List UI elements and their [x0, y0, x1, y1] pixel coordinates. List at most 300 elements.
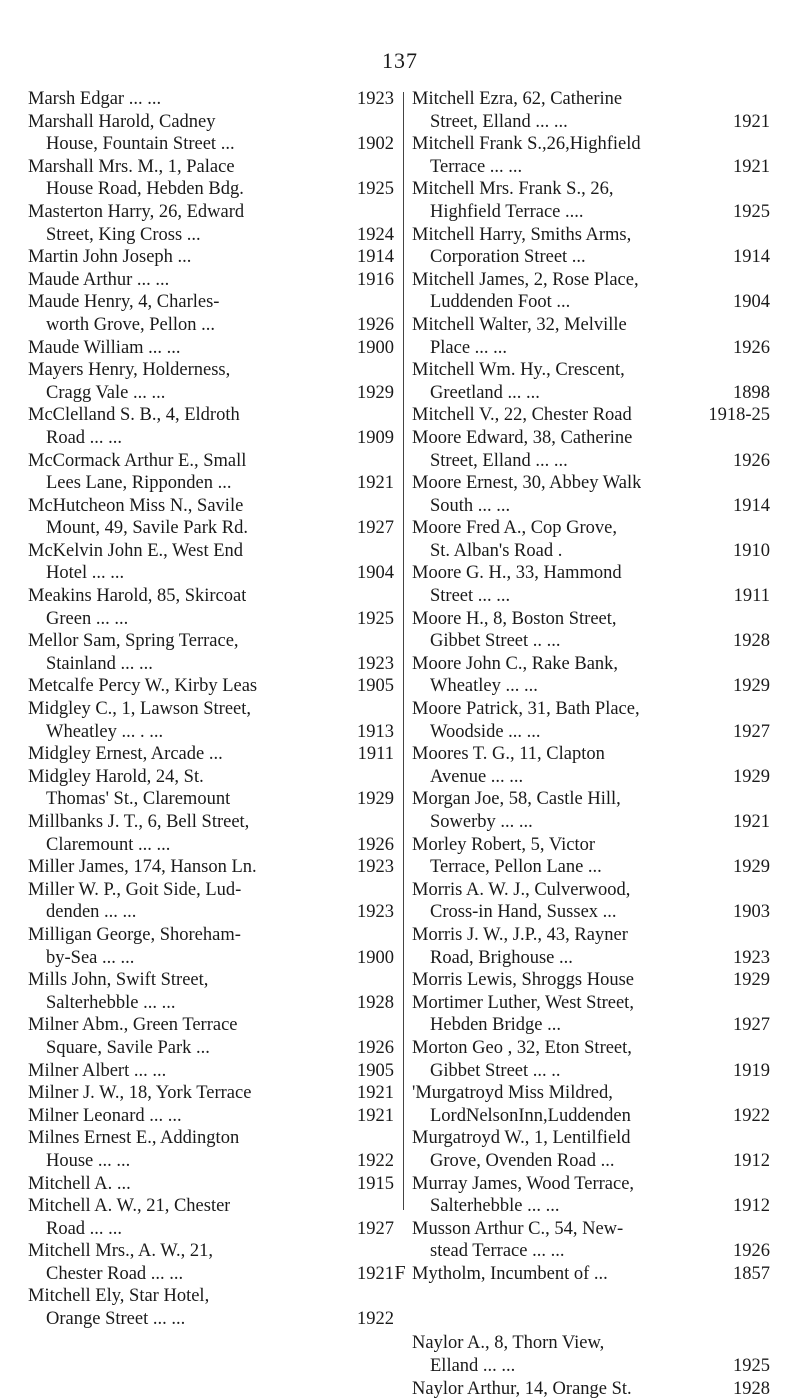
- directory-entry: [412, 472, 770, 517]
- entry-continuation-line: [28, 178, 394, 201]
- entry-text: Terrace ... ...: [430, 156, 523, 177]
- entry-name-line: [412, 178, 770, 201]
- entry-text: Midgley Harold, 24, St.: [28, 766, 204, 787]
- entry-continuation-line: [28, 788, 394, 811]
- entry-year: 1927: [733, 721, 770, 742]
- entry-name-line: [28, 924, 394, 947]
- entry-text: Marshall Mrs. M., 1, Palace: [28, 156, 235, 177]
- entry-continuation-line: [412, 585, 770, 608]
- entry-text: Woodside ... ...: [430, 721, 541, 742]
- entry-continuation-line: [412, 1355, 770, 1378]
- entry-year: 1923: [357, 857, 394, 878]
- directory-entry: [28, 1127, 394, 1172]
- entry-text: Thomas' St., Claremount: [46, 789, 231, 810]
- right-column: [412, 88, 770, 1400]
- entry-continuation-line: [412, 1014, 770, 1037]
- entry-name-line: [412, 269, 770, 292]
- entry-text: House Road, Hebden Bdg.: [46, 179, 244, 200]
- directory-entry: [28, 450, 394, 495]
- entry-continuation-line: [412, 1240, 770, 1263]
- entry-year: 1921: [357, 1105, 394, 1126]
- entry-year: 1912: [733, 1196, 770, 1217]
- entry-continuation-line: [28, 472, 394, 495]
- entry-text: Luddenden Foot ...: [430, 292, 571, 313]
- entry-year: 1925: [357, 179, 394, 200]
- entry-text: Sowerby ... ...: [430, 812, 533, 832]
- entry-year: 1925: [733, 1356, 770, 1377]
- entry-continuation-line: [412, 246, 770, 269]
- directory-entry: [412, 427, 770, 472]
- entry-text: Mellor Sam, Spring Terrace,: [28, 631, 239, 652]
- entry-continuation-line: [28, 1218, 394, 1241]
- entry-text: Miller W. P., Goit Side, Lud-: [28, 879, 242, 900]
- entry-text: McHutcheon Miss N., Savile: [28, 495, 244, 516]
- entry-text: Millbanks J. T., 6, Bell Street,: [28, 812, 250, 832]
- entry-name-line: [28, 201, 394, 224]
- directory-entry: [412, 1173, 770, 1218]
- entry-name-line: [28, 450, 394, 473]
- entry-text: McKelvin John E., West End: [28, 540, 244, 561]
- entry-name-line: [28, 246, 394, 269]
- entry-year: 1919: [733, 1060, 770, 1081]
- entry-name-line: [28, 879, 394, 902]
- entry-continuation-line: [412, 450, 770, 473]
- entry-text: denden ... ...: [46, 902, 137, 923]
- entry-text: Morgan Joe, 58, Castle Hill,: [412, 789, 621, 810]
- entry-continuation-line: [412, 201, 770, 224]
- entry-text: Avenue ... ...: [430, 766, 524, 787]
- directory-entry: [28, 1060, 394, 1083]
- directory-entry: [412, 969, 770, 992]
- entry-continuation-line: [412, 947, 770, 970]
- entry-text: Masterton Harry, 26, Edward: [28, 201, 245, 222]
- entry-continuation-line: [412, 1195, 770, 1218]
- entry-year: 1923: [733, 947, 770, 968]
- entry-text: Wheatley ... ...: [430, 676, 538, 697]
- entry-text: Mitchell Walter, 32, Melville: [412, 314, 627, 335]
- entry-year: 1898: [733, 382, 770, 403]
- entry-text: McCormack Arthur E., Small: [28, 450, 247, 471]
- entry-year: 1904: [357, 563, 394, 584]
- entry-name-line: [412, 969, 770, 992]
- directory-entry: [28, 359, 394, 404]
- entry-year: 1928: [733, 1378, 770, 1399]
- entry-continuation-line: [412, 901, 770, 924]
- entry-name-line: [28, 766, 394, 789]
- entry-text: Square, Savile Park ...: [46, 1037, 210, 1058]
- entry-continuation-line: [412, 1060, 770, 1083]
- entry-text: Musson Arthur C., 54, New-: [412, 1218, 624, 1239]
- entry-year: 1913: [357, 721, 394, 742]
- entry-name-line: [28, 540, 394, 563]
- entry-name-line: [28, 630, 394, 653]
- entry-text: Marsh Edgar ... ...: [28, 89, 162, 109]
- entry-year: 1929: [733, 676, 770, 697]
- entry-text: Salterhebble ... ...: [46, 992, 176, 1013]
- entry-continuation-line: [412, 540, 770, 563]
- entry-text: Mytholm, Incumbent of ...: [412, 1263, 608, 1284]
- entry-text: Maude Henry, 4, Charles-: [28, 292, 220, 313]
- entry-continuation-line: [28, 901, 394, 924]
- entry-continuation-line: [28, 1308, 394, 1331]
- entry-name-line: [28, 1127, 394, 1150]
- directory-entry: [412, 992, 770, 1037]
- entry-name-line: [412, 743, 770, 766]
- entry-name-line: [28, 1060, 394, 1083]
- entry-text: Mortimer Luther, West Street,: [412, 992, 634, 1013]
- entry-name-line: [28, 1014, 394, 1037]
- entry-name-line: [412, 1082, 770, 1105]
- entry-continuation-line: [28, 608, 394, 631]
- entry-name-line: [412, 698, 770, 721]
- entry-name-line: [412, 517, 770, 540]
- entry-text: Maude Arthur ... ...: [28, 269, 170, 290]
- directory-entry: [28, 743, 394, 766]
- entry-name-line: [28, 1082, 394, 1105]
- entry-name-line: [412, 1127, 770, 1150]
- directory-entry: [412, 743, 770, 788]
- entry-year: 1923: [357, 89, 394, 109]
- directory-entry: [412, 1082, 770, 1127]
- entry-year: 1929: [357, 382, 394, 403]
- entry-continuation-line: [28, 224, 394, 247]
- directory-entry: [412, 698, 770, 743]
- entry-name-line: [28, 969, 394, 992]
- directory-entry: [412, 879, 770, 924]
- entry-continuation-line: [412, 1105, 770, 1128]
- entry-name-line: [412, 1378, 770, 1400]
- entry-year: 1928: [733, 631, 770, 652]
- directory-entry: [412, 359, 770, 404]
- column-divider: [403, 92, 404, 1210]
- entry-year: 1914: [733, 495, 770, 516]
- directory-entry: [412, 224, 770, 269]
- entry-year: 1915: [357, 1173, 394, 1194]
- directory-entry: [28, 291, 394, 336]
- entry-name-line: [412, 1218, 770, 1241]
- directory-entry: [28, 924, 394, 969]
- entry-year: 1926: [357, 1037, 394, 1058]
- entry-name-line: [412, 472, 770, 495]
- directory-entry: [28, 969, 394, 1014]
- entry-name-line: [28, 404, 394, 427]
- entry-year: 1928: [357, 992, 394, 1013]
- entry-text: Claremount ... ...: [46, 834, 171, 855]
- entry-name-line: [28, 1195, 394, 1218]
- entry-year: 1914: [733, 247, 770, 268]
- directory-entry: [412, 562, 770, 607]
- entry-year: 1900: [357, 947, 394, 968]
- entry-text: Mitchell A. W., 21, Chester: [28, 1196, 231, 1217]
- entry-text: Cragg Vale ... ...: [46, 382, 166, 403]
- entry-year: 1922: [357, 1150, 394, 1171]
- entry-name-line: [28, 698, 394, 721]
- entry-text: Mitchell James, 2, Rose Place,: [412, 269, 639, 290]
- entry-text: Moore G. H., 33, Hammond: [412, 563, 622, 584]
- entry-year: 1903: [733, 902, 770, 923]
- entry-text: LordNelsonInn,Luddenden: [430, 1105, 631, 1126]
- directory-entry: [412, 653, 770, 698]
- entry-year: 1927: [357, 1218, 394, 1239]
- directory-entry: [28, 1195, 394, 1240]
- entry-text: Street, Elland ... ...: [430, 111, 568, 132]
- directory-entry: [28, 1285, 394, 1330]
- entry-year: 1929: [733, 970, 770, 991]
- entry-continuation-line: [412, 156, 770, 179]
- entry-text: Road, Brighouse ...: [430, 947, 573, 968]
- entry-continuation-line: [412, 630, 770, 653]
- directory-entry: [28, 630, 394, 675]
- directory-entry: [412, 608, 770, 653]
- entry-text: Orange Street ... ...: [46, 1309, 186, 1330]
- directory-entry: [412, 133, 770, 178]
- entry-text: Morley Robert, 5, Victor: [412, 834, 596, 855]
- entry-name-line: [412, 924, 770, 947]
- entry-year: 1921: [357, 1263, 394, 1284]
- entry-text: St. Alban's Road .: [430, 540, 563, 561]
- entry-name-line: [412, 1173, 770, 1196]
- entry-year: 1921: [357, 1083, 394, 1104]
- entry-name-line: [28, 269, 394, 292]
- entry-name-line: [412, 1332, 770, 1355]
- directory-entry: [28, 156, 394, 201]
- entry-year: 1929: [733, 766, 770, 787]
- entry-text: Morris Lewis, Shroggs House: [412, 970, 634, 991]
- entry-year: 1921: [733, 812, 770, 832]
- entry-text: Milner Albert ... ...: [28, 1060, 167, 1081]
- entry-text: Moore H., 8, Boston Street,: [412, 608, 617, 629]
- entry-year: 1924: [357, 224, 394, 245]
- entry-text: Street ... ...: [430, 586, 511, 607]
- entry-year: 1900: [357, 337, 394, 358]
- entry-continuation-line: [28, 314, 394, 337]
- entry-text: Street, King Cross ...: [46, 224, 201, 245]
- entry-name-line: [412, 427, 770, 450]
- entry-text: Road ... ...: [46, 1218, 123, 1239]
- entry-continuation-line: [28, 562, 394, 585]
- entry-text: Midgley C., 1, Lawson Street,: [28, 699, 252, 720]
- entry-name-line: [28, 675, 394, 698]
- directory-entry: [412, 1332, 770, 1377]
- entry-text: Metcalfe Percy W., Kirby Leas: [28, 676, 258, 697]
- entry-year: 1929: [733, 857, 770, 878]
- entry-year: 1918-25: [708, 405, 770, 426]
- entry-continuation-line: [412, 111, 770, 134]
- directory-entry: [412, 1127, 770, 1172]
- entry-text: House ... ...: [46, 1150, 131, 1171]
- directory-entry: [28, 111, 394, 156]
- entry-continuation-line: [412, 337, 770, 360]
- directory-entry: [412, 314, 770, 359]
- entry-name-line: [28, 111, 394, 134]
- entry-continuation-line: [412, 811, 770, 834]
- entry-text: Corporation Street ...: [430, 247, 586, 268]
- entry-text: Elland ... ...: [430, 1356, 516, 1377]
- entry-year: 1921: [733, 156, 770, 177]
- directory-entry: [28, 495, 394, 540]
- entry-continuation-line: [28, 133, 394, 156]
- entry-name-line: [412, 834, 770, 857]
- directory-entry: [28, 675, 394, 698]
- entry-continuation-line: [28, 427, 394, 450]
- entry-text: Mitchell Frank S.,26,Highfield: [412, 134, 641, 155]
- entry-text: Gibbet Street .. ...: [430, 631, 561, 652]
- entry-text: by-Sea ... ...: [46, 947, 135, 968]
- entry-continuation-line: [28, 517, 394, 540]
- entry-text: Mitchell Ely, Star Hotel,: [28, 1286, 210, 1307]
- entry-name-line: [28, 1285, 394, 1308]
- entry-text: Mayers Henry, Holderness,: [28, 360, 231, 381]
- entry-year: 1925: [733, 201, 770, 222]
- entry-name-line: [28, 156, 394, 179]
- entry-name-line: [28, 337, 394, 360]
- directory-entry: [412, 269, 770, 314]
- entry-continuation-line: [28, 947, 394, 970]
- entry-text: Milligan George, Shoreham-: [28, 924, 241, 945]
- entry-continuation-line: [28, 653, 394, 676]
- entry-text: Wheatley ... . ...: [46, 721, 164, 742]
- directory-entry: [28, 540, 394, 585]
- entry-text: Midgley Ernest, Arcade ...: [28, 744, 223, 765]
- entry-text: Naylor A., 8, Thorn View,: [412, 1333, 605, 1354]
- directory-entry: [28, 585, 394, 630]
- entry-continuation-line: [28, 721, 394, 744]
- entry-text: Milner Leonard ... ...: [28, 1105, 182, 1126]
- entry-text: Milner Abm., Green Terrace: [28, 1015, 238, 1036]
- entry-year: 1926: [357, 314, 394, 335]
- directory-entry: [412, 1218, 770, 1263]
- entry-continuation-line: [412, 766, 770, 789]
- entry-year: 1857: [733, 1263, 770, 1284]
- entry-year: 1925: [357, 608, 394, 629]
- entry-name-line: [412, 88, 770, 111]
- entry-text: Morton Geo , 32, Eton Street,: [412, 1037, 632, 1058]
- entry-name-line: [28, 1105, 394, 1128]
- directory-entry: [412, 788, 770, 833]
- directory-entry: [412, 924, 770, 969]
- entry-continuation-line: [28, 382, 394, 405]
- entry-text: Road ... ...: [46, 427, 123, 448]
- entry-name-line: [412, 314, 770, 337]
- entry-text: Martin John Joseph ...: [28, 247, 192, 268]
- entry-text: McClelland S. B., 4, Eldroth: [28, 405, 240, 426]
- entry-text: worth Grove, Pellon ...: [46, 314, 216, 335]
- entry-continuation-line: [28, 992, 394, 1015]
- entry-continuation-line: [412, 675, 770, 698]
- entry-year: 1926: [733, 450, 770, 471]
- directory-entry: [28, 1105, 394, 1128]
- entry-name-line: [412, 224, 770, 247]
- entry-text: Mount, 49, Savile Park Rd.: [46, 518, 248, 539]
- entry-name-line: [412, 653, 770, 676]
- directory-entry: [28, 1014, 394, 1059]
- entry-year: 1922: [357, 1309, 394, 1330]
- entry-name-line: [412, 608, 770, 631]
- entry-text: Mitchell V., 22, Chester Road: [412, 405, 632, 426]
- entry-text: Moore Patrick, 31, Bath Place,: [412, 699, 640, 720]
- entry-text: Hebden Bridge ...: [430, 1015, 562, 1036]
- directory-entry: [28, 404, 394, 449]
- entry-text: Murgatroyd W., 1, Lentilfield: [412, 1128, 631, 1149]
- entry-text: Milner J. W., 18, York Terrace: [28, 1083, 252, 1104]
- entry-continuation-line: [412, 291, 770, 314]
- entry-continuation-line: [28, 1150, 394, 1173]
- entry-text: Mitchell A. ...: [28, 1173, 131, 1194]
- entry-text: South ... ...: [430, 495, 511, 516]
- entry-text: Highfield Terrace ....: [430, 201, 584, 222]
- entry-text: 'Murgatroyd Miss Mildred,: [412, 1083, 613, 1104]
- entry-name-line: [412, 788, 770, 811]
- entry-year: 1911: [733, 586, 770, 607]
- entry-text: Place ... ...: [430, 337, 508, 358]
- entry-name-line: [28, 1240, 394, 1263]
- entry-text: Grove, Ovenden Road ...: [430, 1150, 615, 1171]
- entry-year: 1921: [357, 473, 394, 494]
- entry-year: 1902: [357, 134, 394, 155]
- entry-text: Mitchell Wm. Hy., Crescent,: [412, 360, 625, 381]
- entry-text: stead Terrace ... ...: [430, 1241, 565, 1262]
- entry-year: 1926: [733, 1241, 770, 1262]
- entry-year: 1926: [357, 834, 394, 855]
- directory-entry: [412, 178, 770, 223]
- entry-text: Mitchell Ezra, 62, Catherine: [412, 89, 623, 109]
- entry-year: 1927: [357, 518, 394, 539]
- entry-year: 1916: [357, 269, 394, 290]
- entry-text: Greetland ... ...: [430, 382, 540, 403]
- entry-continuation-line: [412, 495, 770, 518]
- entry-text: Hotel ... ...: [46, 563, 125, 584]
- directory-entry: [28, 201, 394, 246]
- entry-text: Moore Edward, 38, Catherine: [412, 427, 633, 448]
- entry-name-line: [28, 291, 394, 314]
- entry-name-line: [28, 585, 394, 608]
- entry-text: Stainland ... ...: [46, 653, 153, 674]
- entry-name-line: [28, 495, 394, 518]
- entry-year: 1912: [733, 1150, 770, 1171]
- entry-text: Terrace, Pellon Lane ...: [430, 857, 602, 878]
- entry-continuation-line: [412, 382, 770, 405]
- directory-entry: [28, 1082, 394, 1105]
- directory-entry: [28, 246, 394, 269]
- entry-text: Salterhebble ... ...: [430, 1196, 560, 1217]
- entry-name-line: [412, 1037, 770, 1060]
- directory-entry: [412, 1037, 770, 1082]
- entry-year: 1909: [357, 427, 394, 448]
- entry-year: 1911: [357, 744, 394, 765]
- entry-text: Cross-in Hand, Sussex ...: [430, 902, 617, 923]
- entry-text: Green ... ...: [46, 608, 129, 629]
- entry-text: Mitchell Mrs. Frank S., 26,: [412, 179, 614, 200]
- entry-year: 1904: [733, 292, 770, 313]
- directory-entry: [412, 517, 770, 562]
- entry-text: Marshall Harold, Cadney: [28, 111, 216, 132]
- entry-year: 1910: [733, 540, 770, 561]
- entry-year: 1905: [357, 1060, 394, 1081]
- entry-text: Lees Lane, Ripponden ...: [46, 473, 232, 494]
- section-gap: [412, 1285, 770, 1332]
- entry-text: Naylor Arthur, 14, Orange St.: [412, 1378, 632, 1399]
- directory-entry: [28, 1173, 394, 1196]
- entry-text: Moore Fred A., Cop Grove,: [412, 518, 618, 539]
- directory-entry: [28, 811, 394, 856]
- entry-text: Meakins Harold, 85, Skircoat: [28, 586, 247, 607]
- entry-continuation-line: [412, 1150, 770, 1173]
- entry-year: 1926: [733, 337, 770, 358]
- directory-entry: [28, 698, 394, 743]
- directory-entry: [412, 88, 770, 133]
- entry-name-line: [28, 88, 394, 111]
- entry-continuation-line: [412, 856, 770, 879]
